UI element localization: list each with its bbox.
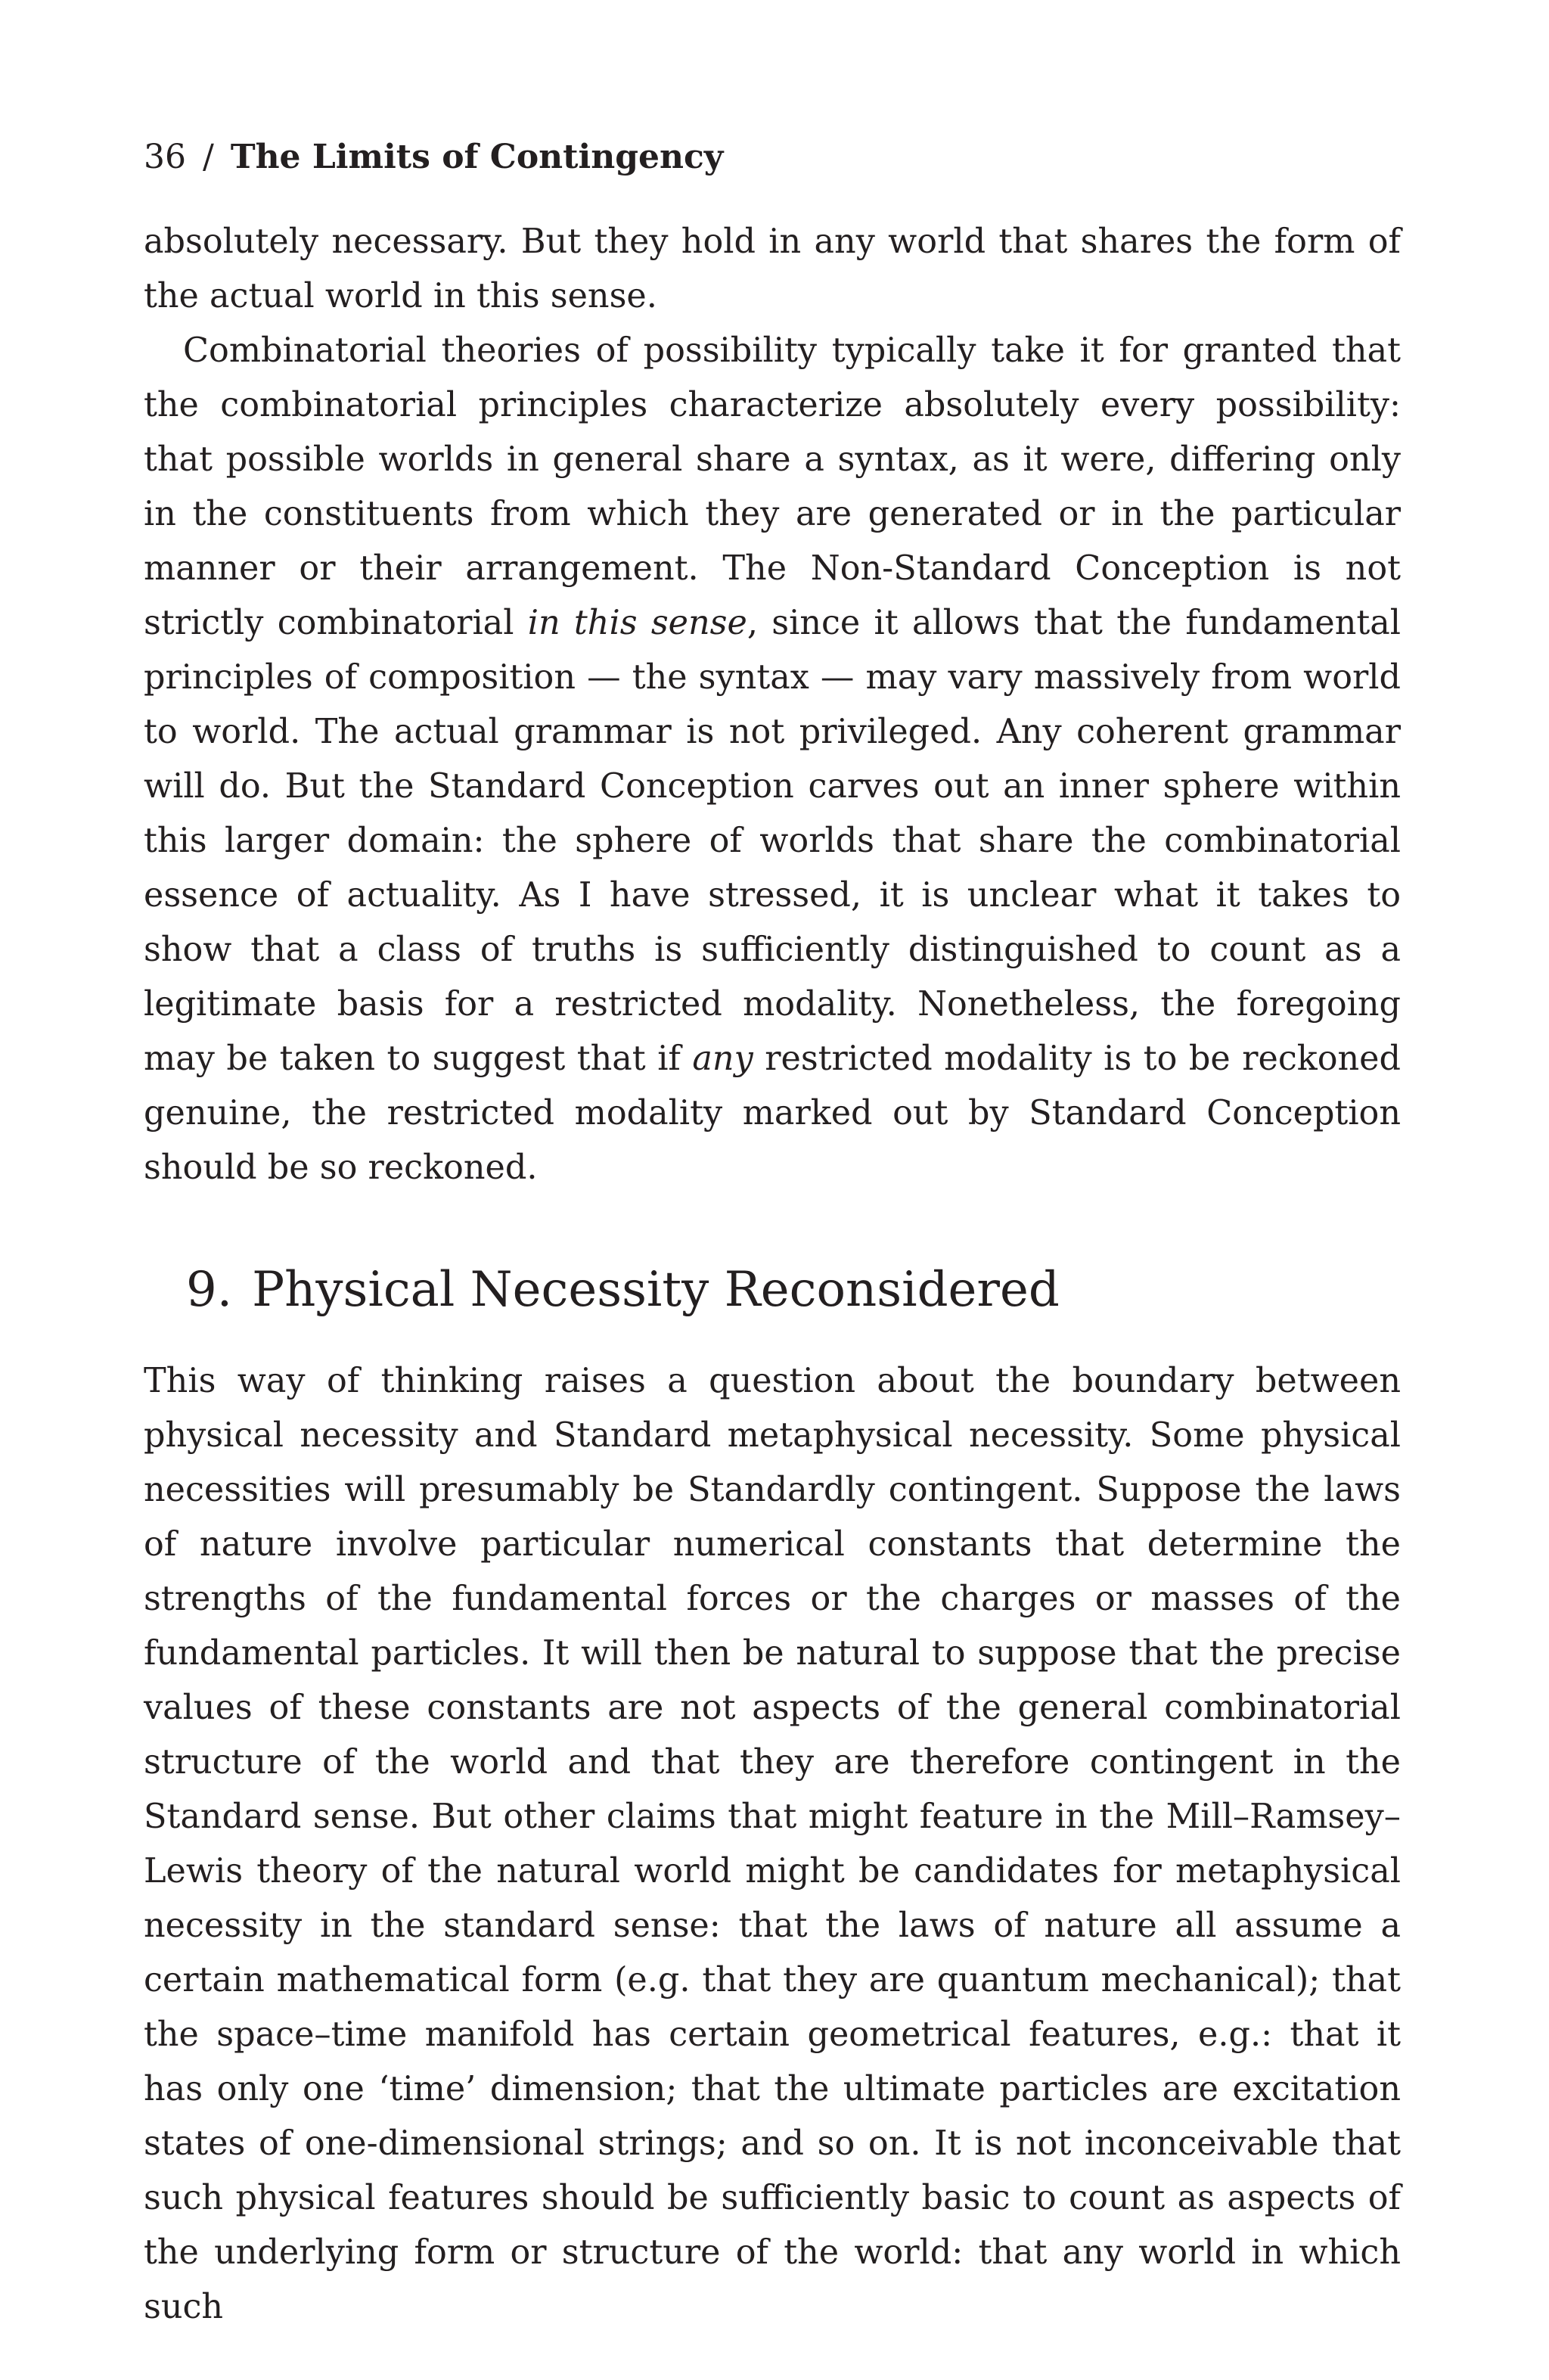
paragraph-combinatorial xyxy=(144,324,1401,1195)
emphasis-in-this-sense: in this sense xyxy=(527,604,747,642)
page-number: 36 xyxy=(144,138,186,176)
running-head xyxy=(144,136,723,179)
body-text-bottom xyxy=(144,1354,1401,2335)
paragraph-text: Combinatorial theories of possibility typically take it for granted that the combinatorial principles characterize absolutely every possibility: that possible worlds in general share a syntax, as it were, differing only in the constituents from which they are generated or in the particular manner or their arrangement. The Non-Standard Conception is not strictly combinatorial xyxy=(144,331,1401,642)
running-head-separator: / xyxy=(203,138,214,176)
paragraph-physical-necessity: This way of thinking raises a question about the boundary between physical necessity and Standard metaphysical necessity. Some physical necessities will presumably be Standardly contingent. Suppose the laws of nature involve particular numerical constants that determine the strengths of the fundamental forces or the charges or masses of the fundamental particles. It will then be natural to suppose that the precise values of these constants are not aspects of the general combinatorial structure of the world and that they are therefore contingent in the Standard sense. But other claims that might feature in the Mill–Ramsey–Lewis theory of the natural world might be candidates for metaphysical necessity in the standard sense: that the laws of nature all assume a certain mathematical form (e.g. that they are quantum mechanical); that the space–time manifold has certain geometrical features, e.g.: that it has only one ‘time’ dimension; that the ultimate particles are excitation states of one-dimensional strings; and so on. It is not inconceivable that such physical features should be sufficiently basic to count as aspects of the underlying form or structure of the world: that any world in which such xyxy=(144,1362,1401,2326)
section-title: Physical Necessity Reconsidered xyxy=(252,1262,1060,1318)
emphasis-any: any xyxy=(692,1039,753,1078)
paragraph-text: restricted modality is to be reckoned genuine, the restricted modality marked out by Standard Conception should be so reckoned. xyxy=(144,1039,1401,1187)
body-text-top xyxy=(144,215,1401,1195)
section-number: 9. xyxy=(186,1262,233,1318)
section-heading xyxy=(186,1256,1060,1324)
book-title: The Limits of Contingency xyxy=(230,138,724,176)
paragraph-text: , since it allows that the fundamental principles of composition — the syntax — may vary massively from world to world. The actual grammar is not privileged. Any coherent grammar will do. But the Standard Conception carves out an inner sphere within this larger domain: the sphere of worlds that share the combinatorial essence of actuality. As I have stressed, it is unclear what it takes to show that a class of truths is sufficiently distinguished to count as a legitimate basis for a restricted modality. Nonetheless, the foregoing may be taken to suggest that if xyxy=(144,604,1402,1078)
paragraph-continued: absolutely necessary. But they hold in any world that shares the form of the actual world in this sense. xyxy=(144,222,1401,315)
